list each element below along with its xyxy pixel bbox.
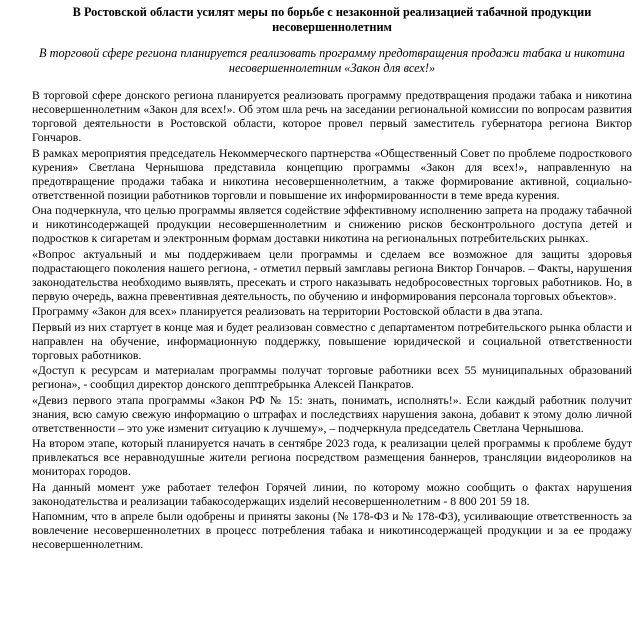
article-paragraph: В рамках мероприятия председатель Некоммерческого партнерства «Общественный Совет по проблеме подросткового курения» Светлана Чернышова представила концепцию программы «Закон для всех!», направленную на предотвращение продажи табака и никотина несовершеннолетним, а также формирование активной, социально-ответственной позиции работников торговли и повышение их информированности в теме вреда курения. [32, 146, 632, 202]
article-paragraph: «Вопрос актуальный и мы поддерживаем цели программы и сделаем все возможное для защиты здоровья подрастающего поколения нашего региона, - отметил первый замглавы региона Виктор Гончаров. – Факты, нарушения законодательства необходимо выявлять, пресекать и строго наказывать недобросовестных торговых работников. Но, в первую очередь, важна превентивная деятельность, по обучению и информирования персонала торговых объектов». [32, 247, 632, 303]
article-paragraph: Напомним, что в апреле были одобрены и приняты законы (№ 178-ФЗ и № 178-ФЗ), усиливающие ответственность за вовлечение несовершеннолетних в процесс потребления табака и никотинсодержащей продукции и за ее продажу несовершеннолетним. [32, 510, 632, 551]
article-paragraph: Программу «Закон для всех» планируется реализовать на территории Ростовской области в два этапа. [32, 305, 543, 318]
article-paragraph: В торговой сфере донского региона планируется реализовать программу предотвращения продажи табака и никотина несовершеннолетним «Закон для всех!». Об этом шла речь на заседании региональной комиссии по вопросам развития торговой деятельности в Ростовской области, которое провел первый заместитель губернатора региона Виктор Гончаров. [32, 89, 632, 144]
article-subtitle: В торговой сфере региона планируется реализовать программу предотвращения продажи табака и никотина несовершеннолетним «Закон для всех!» [39, 46, 625, 75]
article-paragraph: На данный момент уже работает телефон Горячей линии, по которому можно сообщить о фактах нарушения законодательства и реализации табакосодержащих изделий несовершеннолетним - 8 800 201 59 18. [32, 480, 632, 508]
article-body [32, 89, 632, 552]
article-paragraph: Она подчеркнула, что целью программы является содействие эффективному исполнению запрета на продажу табачной и никотинсодержащей продукции несовершеннолетним и снижению рисков бесконтрольного доступа детей и подростков к сигаретам и электронным формам доставки никотина на региональных потребительских рынках. [32, 204, 632, 245]
article-title: В Ростовской области усилят меры по борьбе с незаконной реализацией табачной продукции несовершеннолетним [72, 5, 592, 34]
article-paragraph: Первый из них стартует в конце мая и будет реализован совместно с департаментом потребительского рынка области и направлен на обучение, информационную поддержку, повышение юридической и социальной ответственности торговых работников. [32, 320, 632, 362]
article-paragraph: На втором этапе, который планируется начать в сентябре 2023 года, к реализации целей программы к проблеме будут привлекаться все неравнодушные жители региона посредством размещения баннеров, трансляции видеороликов на мониторах городов. [32, 437, 632, 478]
article-paragraph: «Доступ к ресурсам и материалам программы получат торговые работники всех 55 муниципальных образований региона», - сообщил директор донского депптребрынка Алексей Панкратов. [32, 364, 632, 391]
article-paragraph: «Девиз первого этапа программы «Закон РФ № 15: знать, понимать, исполнять!». Если каждый работник получит знания, всю самую свежую информацию о штрафах и последствиях нарушения закона, добавит к этому долю личной ответственности – это уже изменит ситуацию к лучшему», – подчеркнула председатель Светлана Чернышова. [32, 393, 632, 435]
